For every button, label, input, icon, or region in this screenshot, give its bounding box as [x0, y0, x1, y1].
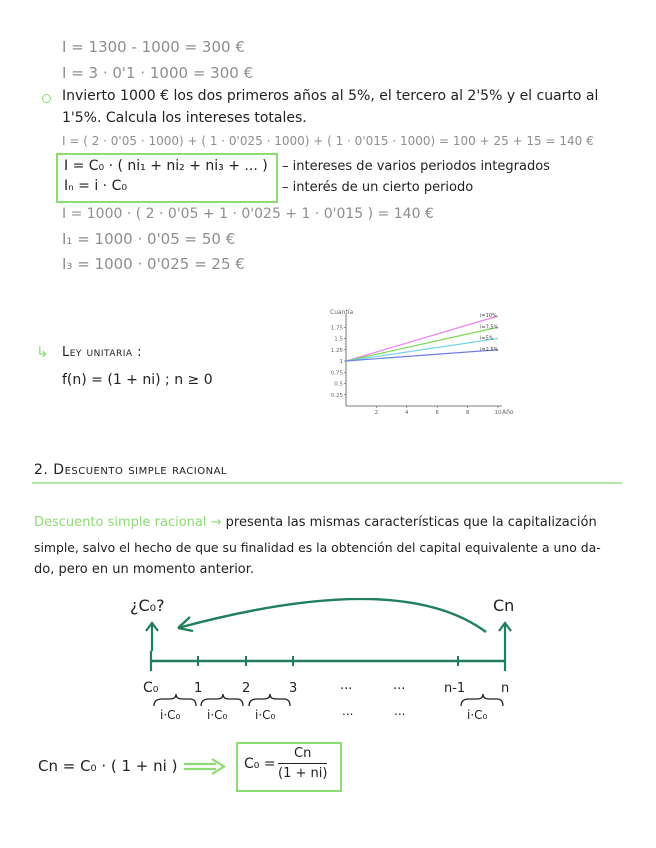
timeline-diagram	[0, 598, 656, 718]
timeline-label-n: n	[501, 681, 510, 696]
interest-label: i·C₀	[207, 708, 228, 722]
chart-x-tick-label: 8	[465, 410, 470, 416]
timeline-label-dots: ...	[393, 678, 406, 693]
interest-dots: ...	[394, 704, 406, 718]
unknown-c0-label: ¿C₀?	[130, 596, 165, 615]
interest-dots: ...	[342, 704, 354, 718]
chart-x-tick-label: 2	[374, 410, 379, 416]
para-line-1	[34, 515, 597, 530]
brace	[201, 694, 243, 706]
timeline-label-n-1: n-1	[444, 681, 466, 696]
brace	[461, 694, 503, 706]
up-arrow-left-icon	[146, 623, 158, 651]
chart-x-tick-label: 4	[405, 410, 409, 416]
chart-y-tick-label: 0.75	[330, 370, 343, 377]
section-title: 2. Descuento simple racional	[34, 462, 227, 478]
chart-x-tick-label: 6	[435, 410, 439, 416]
double-arrow-icon	[182, 757, 232, 777]
term-highlight: Descuento simple racional	[34, 515, 207, 530]
chart-series-label: i=5%	[480, 335, 494, 342]
hook-arrow-icon: ↳	[36, 343, 49, 361]
brace	[154, 694, 196, 706]
section-divider	[32, 482, 622, 484]
note-line-6: I₃ = 1000 · 0'025 = 25 €	[62, 255, 245, 273]
interest-label: i·C₀	[467, 708, 488, 722]
ley-title: Ley unitaria :	[62, 345, 143, 360]
chart-y-tick-label: 1.25	[330, 347, 343, 354]
box-desc-2: – interés de un cierto periodo	[282, 180, 474, 195]
chart-y-tick-label: 1.5	[334, 336, 343, 343]
brace	[249, 694, 290, 706]
cn-label: Cn	[493, 596, 515, 615]
box-formula-2: Iₙ = i · C₀	[64, 178, 127, 194]
chart-xlabel: Año	[502, 409, 514, 416]
chart-x-tick-label: 10	[494, 410, 502, 416]
timeline-label-c0: C₀	[143, 680, 159, 696]
note-line-2: I = 3 · 0'1 · 1000 = 300 €	[62, 64, 254, 82]
interest-label: i·C₀	[160, 708, 181, 722]
bullet-icon	[42, 94, 51, 103]
curved-arrow	[178, 599, 486, 632]
para-text-1: presenta las mismas características que la capitalización	[225, 515, 597, 530]
note-line-1: I = 1300 - 1000 = 300 €	[62, 38, 245, 56]
problem-line-1: Invierto 1000 € los dos primeros años al 5%, el tercero al 2'5% y el cuarto al	[62, 88, 599, 104]
fraction-denominator: (1 + ni)	[278, 766, 328, 781]
timeline-label-2: 2	[242, 681, 251, 696]
arrow-icon: →	[210, 515, 222, 530]
ley-formula: f(n) = (1 + ni) ; n ≥ 0	[62, 372, 213, 388]
timeline-label-dots: ...	[340, 678, 353, 693]
c0-fraction	[278, 746, 327, 781]
chart-y-tick-label: 1	[339, 359, 343, 365]
note-line-4: I = 1000 · ( 2 · 0'05 + 1 · 0'025 + 1 · 0'015 ) = 140 €	[62, 206, 434, 222]
chart-y-tick-label: 0.25	[330, 392, 343, 399]
cn-formula: Cn = C₀ · ( 1 + ni )	[38, 757, 178, 775]
box-desc-1: – intereses de varios periodos integrados	[282, 159, 550, 174]
para-line-3: do, pero en un momento anterior.	[34, 562, 255, 577]
problem-line-2: 1'5%. Calcula los intereses totales.	[62, 110, 307, 126]
chart-y-tick-label: 0.5	[334, 381, 343, 388]
interest-label: i·C₀	[255, 708, 276, 722]
fraction-numerator: Cn	[278, 746, 327, 764]
chart-series-line	[346, 316, 498, 361]
para-line-2: simple, salvo el hecho de que su finalidad es la obtención del capital equivalente a uno da-	[34, 540, 601, 555]
note-line-3: I = ( 2 · 0'05 · 1000) + ( 1 · 0'025 · 1000) + ( 1 · 0'015 · 1000) = 100 + 25 + 15 = 140 €	[62, 134, 594, 148]
chart-series-label: i=2.5%	[480, 346, 499, 353]
note-line-5: I₁ = 1000 · 0'05 = 50 €	[62, 230, 236, 248]
c0-formula-lhs: C₀ =	[244, 756, 276, 772]
chart-y-tick-label: 1.75	[330, 325, 343, 332]
box-formula-1: I = C₀ · ( ni₁ + ni₂ + ni₃ + ... )	[64, 158, 268, 174]
timeline-label-1: 1	[194, 681, 203, 696]
interest-chart	[316, 306, 516, 428]
chart-series-line	[346, 339, 498, 362]
chart-ylabel: Cuantía	[330, 309, 354, 316]
chart-series-label: i=7.5%	[480, 324, 499, 331]
timeline-label-3: 3	[289, 681, 298, 696]
up-arrow-right-icon	[499, 623, 511, 651]
chart-series-label: i=10%	[480, 313, 497, 319]
